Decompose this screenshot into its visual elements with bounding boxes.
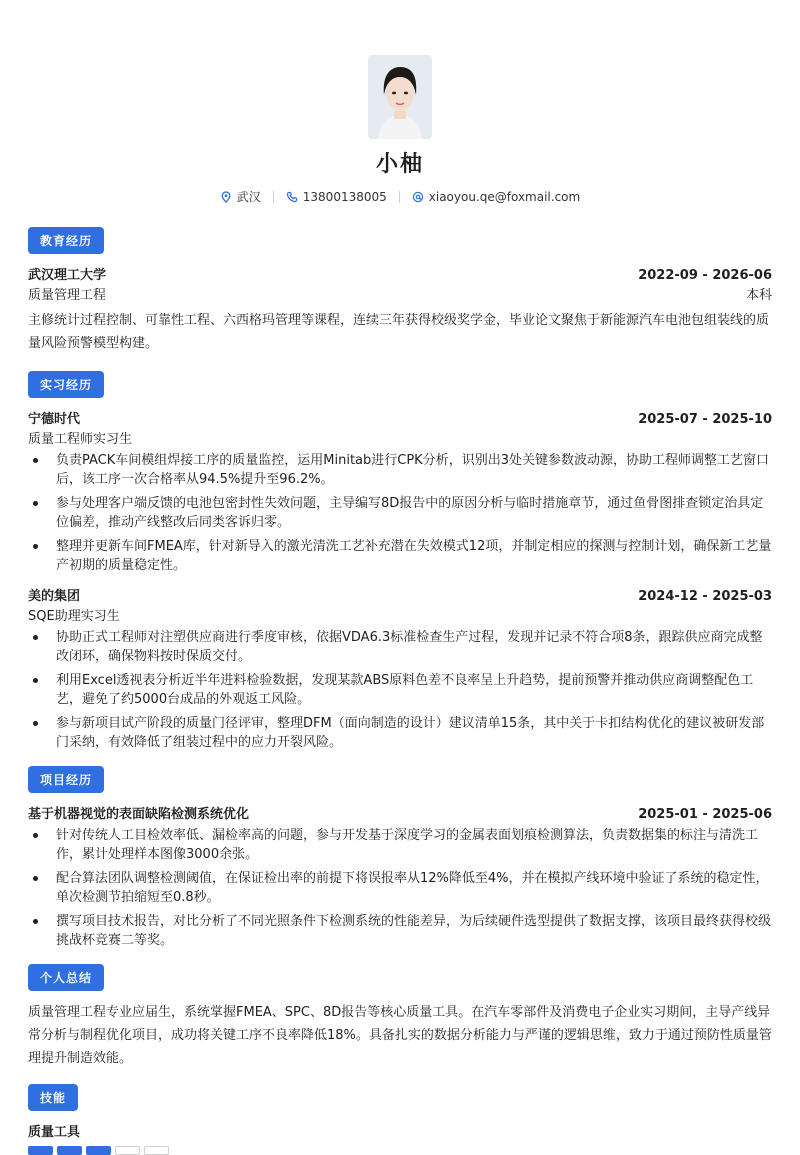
- contact-divider: [273, 191, 274, 203]
- phone-text: 13800138005: [302, 189, 387, 204]
- phone-icon: [286, 191, 298, 203]
- section-title: 实习经历: [28, 371, 104, 398]
- internship-entry: [28, 585, 772, 752]
- internship-section: [28, 371, 772, 752]
- list-item: 撰写项目技术报告，对比分析了不同光照条件下检测系统的性能差异，为后续硬件选型提供了数据支撑，该项目最终获得校级挑战杯竞赛二等奖。: [28, 912, 772, 950]
- candidate-name: 小柚: [375, 152, 424, 177]
- skill-bar-empty: [144, 1146, 169, 1155]
- skill-bar-filled: [86, 1146, 111, 1155]
- degree-label: 本科: [745, 288, 772, 303]
- company-name: 宁德时代: [28, 412, 81, 427]
- project-section: [28, 766, 772, 950]
- bullet-list: [28, 628, 772, 752]
- list-item: 针对传统人工目检效率低、漏检率高的问题，参与开发基于深度学习的金属表面划痕检测算法，负责数据集的标注与清洗工作，累计处理样本图像3000余张。: [28, 826, 772, 864]
- internship-date: 2025-07 - 2025-10: [638, 412, 772, 427]
- education-date: 2022-09 - 2026-06: [638, 268, 772, 283]
- list-item: 利用Excel透视表分析近半年进料检验数据，发现某款ABS原料色差不良率呈上升趋势，提前预警并推动供应商调整配色工艺，避免了约5000台成品的外观返工风险。: [28, 671, 772, 709]
- internship-date: 2024-12 - 2025-03: [638, 589, 772, 604]
- location-pin-icon: [220, 191, 232, 203]
- profile-photo: [368, 55, 432, 139]
- section-title: 技能: [28, 1084, 78, 1111]
- education-section: [28, 227, 772, 355]
- major-name: 质量管理工程: [28, 288, 107, 303]
- education-description: 主修统计过程控制、可靠性工程、六西格玛管理等课程，连续三年获得校级奖学金，毕业论文聚焦于新能源汽车电池包组装线的质量风险预警模型构建。: [28, 313, 770, 351]
- list-item: 负责PACK车间模组焊接工序的质量监控，运用Minitab进行CPK分析，识别出3处关键参数波动源，协助工程师调整工艺窗口后，该工序一次合格率从94.5%提升至96.2%。: [28, 451, 772, 489]
- contact-location: [220, 188, 261, 205]
- skill-name: 质量工具: [28, 1125, 81, 1140]
- project-entry-header: [28, 803, 772, 822]
- summary-text: 质量管理工程专业应届生，系统掌握FMEA、SPC、8D报告等核心质量工具。在汽车零部件及消费电子企业实习期间，主导产线异常分析与制程优化项目，成功将关键工序不良率降低18%。具备扎实的数据分析能力与严谨的逻辑思维，致力于通过预防性质量管理提升制造效能。: [28, 1005, 772, 1066]
- skill-bar-filled: [28, 1146, 53, 1155]
- internship-entry-header: [28, 408, 772, 427]
- list-item: 参与处理客户端反馈的电池包密封性失效问题，主导编写8D报告中的原因分析与临时措施章节，通过鱼骨图排查锁定治具定位偏差，推动产线整改后同类客诉归零。: [28, 494, 772, 532]
- skill-level-bars: [28, 1146, 772, 1155]
- education-entry-header: [28, 264, 772, 283]
- email-at-icon: [412, 191, 424, 203]
- location-text: 武汉: [236, 190, 261, 204]
- section-title: 个人总结: [28, 964, 104, 991]
- internship-role: SQE助理实习生: [28, 609, 120, 624]
- school-name: 武汉理工大学: [28, 268, 107, 283]
- section-title: 教育经历: [28, 227, 104, 254]
- project-name: 基于机器视觉的表面缺陷检测系统优化: [28, 807, 250, 822]
- project-date: 2025-01 - 2025-06: [638, 807, 772, 822]
- education-entry-sub: [28, 284, 772, 303]
- contact-phone: [286, 190, 387, 204]
- company-name: 美的集团: [28, 589, 81, 604]
- contact-bar: [28, 188, 772, 205]
- resume-header: [28, 0, 772, 205]
- contact-divider: [399, 191, 400, 203]
- summary-section: [28, 964, 772, 1070]
- contact-email: [412, 190, 580, 204]
- section-title: 项目经历: [28, 766, 104, 793]
- bullet-list: [28, 451, 772, 575]
- internship-role: 质量工程师实习生: [28, 432, 133, 447]
- email-text: xiaoyou.qe@foxmail.com: [428, 189, 581, 204]
- resume-page: [28, 0, 772, 1155]
- list-item: 配合算法团队调整检测阈值，在保证检出率的前提下将误报率从12%降低至4%，并在模拟产线环境中验证了系统的稳定性，单次检测节拍缩短至0.8秒。: [28, 869, 772, 907]
- internship-entry: [28, 408, 772, 575]
- list-item: 参与新项目试产阶段的质量门径评审，整理DFM（面向制造的设计）建议清单15条，其中关于卡扣结构优化的建议被研发部门采纳，有效降低了组装过程中的应力开裂风险。: [28, 714, 772, 752]
- list-item: 协助正式工程师对注塑供应商进行季度审核，依据VDA6.3标准检查生产过程，发现并记录不符合项8条，跟踪供应商完成整改闭环，确保物料按时保质交付。: [28, 628, 772, 666]
- bullet-list: [28, 826, 772, 950]
- skill-bar-filled: [57, 1146, 82, 1155]
- skill-bar-empty: [115, 1146, 140, 1155]
- list-item: 整理并更新车间FMEA库，针对新导入的激光清洗工艺补充潜在失效模式12项，并制定相应的探测与控制计划，确保新工艺量产初期的质量稳定性。: [28, 537, 772, 575]
- skills-section: [28, 1084, 772, 1155]
- internship-entry-header: [28, 585, 772, 604]
